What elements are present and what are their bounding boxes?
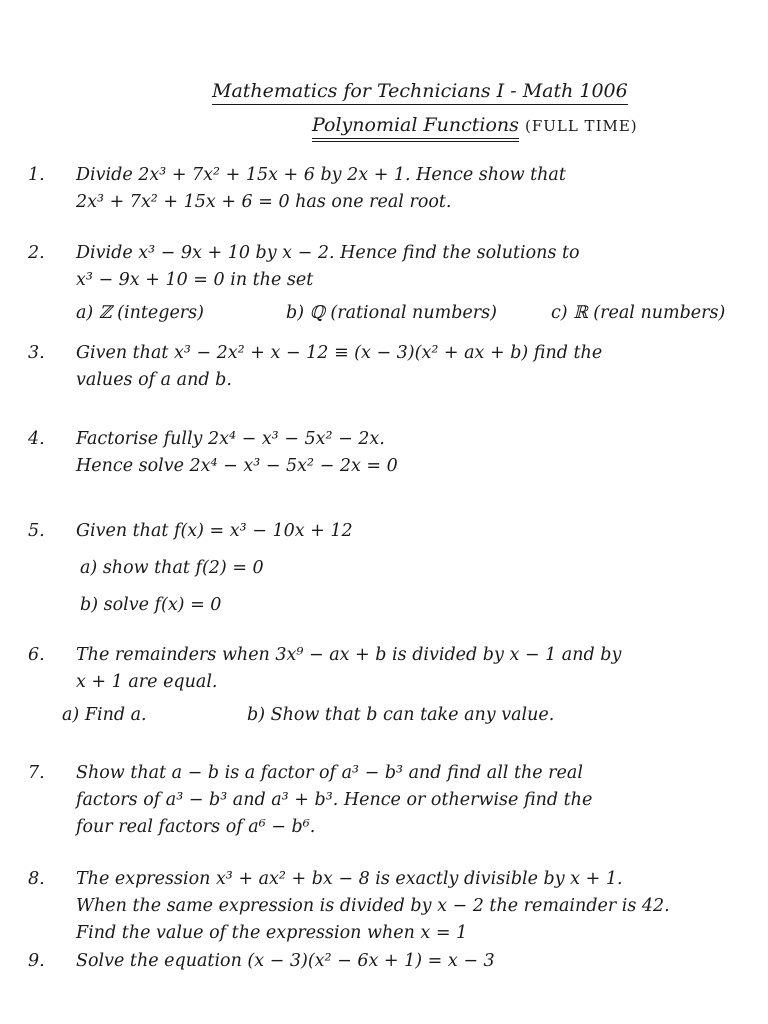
question-9 [28, 948, 748, 975]
question-text [76, 948, 748, 975]
question-4 [28, 426, 748, 480]
study-mode: (FULL TIME) [524, 117, 638, 135]
question-text [76, 240, 748, 327]
question-1 [28, 162, 748, 216]
question-8 [28, 866, 748, 947]
question-5 [28, 518, 748, 619]
question-number: 5. [28, 521, 45, 541]
question-line: four real factors of a⁶ − b⁶. [76, 817, 316, 837]
option-item: a) ℤ (integers) [76, 303, 204, 323]
question-line: When the same expression is divided by x − 2 the remainder is 42. [76, 896, 670, 916]
question-text [76, 866, 748, 947]
question-line: Given that x³ − 2x² + x − 12 ≡ (x − 3)(x² + ax + b) find the [76, 343, 603, 363]
topic-title: Polynomial Functions [312, 114, 519, 142]
question-number: 1. [28, 165, 45, 185]
question-line: a) show that f(2) = 0 [80, 558, 264, 578]
question-number: 2. [28, 243, 45, 263]
option-item: b) Show that b can take any value. [247, 705, 555, 725]
question-line: x + 1 are equal. [76, 672, 218, 692]
question-text [62, 642, 748, 729]
question-line: Show that a − b is a factor of a³ − b³ and find all the real [76, 763, 583, 783]
question-line: Divide x³ − 9x + 10 by x − 2. Hence find the solutions to [76, 243, 580, 263]
topic-line [312, 114, 638, 136]
question-text [76, 340, 748, 394]
question-line: 2x³ + 7x² + 15x + 6 = 0 has one real root. [76, 192, 452, 212]
question-text [76, 162, 748, 216]
question-3 [28, 340, 748, 394]
question-number: 9. [28, 951, 45, 971]
question-number: 8. [28, 869, 45, 889]
question-line: values of a and b. [76, 370, 232, 390]
question-number: 3. [28, 343, 45, 363]
question-options [76, 300, 748, 327]
question-number: 7. [28, 763, 45, 783]
option-item: a) Find a. [62, 705, 147, 725]
question-line: The expression x³ + ax² + bx − 8 is exactly divisible by x + 1. [76, 869, 623, 889]
question-line: Factorise fully 2x⁴ − x³ − 5x² − 2x. [76, 429, 385, 449]
option-item: b) ℚ (rational numbers) [286, 303, 497, 323]
question-text [76, 426, 748, 480]
question-line: b) solve f(x) = 0 [80, 595, 222, 615]
question-line: Hence solve 2x⁴ − x³ − 5x² − 2x = 0 [76, 456, 398, 476]
question-2 [28, 240, 748, 327]
question-options [62, 702, 748, 729]
question-line: Divide 2x³ + 7x² + 15x + 6 by 2x + 1. Hence show that [76, 165, 566, 185]
course-title: Mathematics for Technicians I - Math 1006 [212, 80, 628, 102]
option-item: c) ℝ (real numbers) [551, 303, 726, 323]
question-7 [28, 760, 748, 841]
question-line: Given that f(x) = x³ − 10x + 12 [76, 521, 353, 541]
question-number: 4. [28, 429, 45, 449]
question-line: factors of a³ − b³ and a³ + b³. Hence or otherwise find the [76, 790, 593, 810]
question-text [76, 518, 748, 619]
question-6 [28, 642, 748, 729]
question-number: 6. [28, 645, 45, 665]
question-line: Solve the equation (x − 3)(x² − 6x + 1) = x − 3 [76, 951, 495, 971]
question-line: The remainders when 3x⁹ − ax + b is divided by x − 1 and by [76, 645, 622, 665]
question-text [76, 760, 748, 841]
question-line: x³ − 9x + 10 = 0 in the set [76, 270, 314, 290]
question-line: Find the value of the expression when x = 1 [76, 923, 468, 943]
